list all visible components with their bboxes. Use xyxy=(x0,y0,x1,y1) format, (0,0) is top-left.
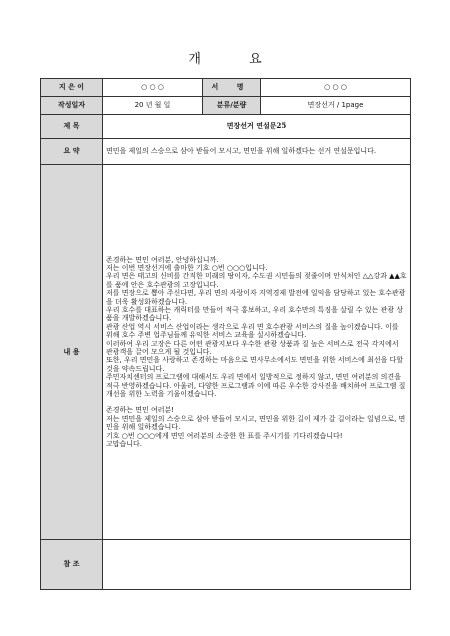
reference-label: 참 조 xyxy=(41,540,103,590)
content-paragraph: 주민자치센터의 프로그램에 대해서도 우리 면에서 일방적으로 정하지 않고, 면민 여러분의 의견을 적극 반영하겠습니다. 아울러, 다양한 프로그램과 이에 따른 우수한 강사진을 배치하여 프로그램 질 개선을 위한 노력을 기울이겠습니다. xyxy=(106,373,406,398)
document-title: 면장선거 연설문25 xyxy=(103,115,411,139)
content-paragraph: 저를 면장으로 뽑아 주신다면, 우리 면의 자랑이자 지역경제 발전에 일익을 담당하고 있는 호수관광을 더욱 활성화하겠습니다. xyxy=(106,289,406,306)
category-label: 분류/분량 xyxy=(203,97,261,115)
content-paragraph: 저는 이번 면장선거에 출마한 기호 ○번 ○○○입니다. xyxy=(106,264,268,273)
reference-value xyxy=(103,540,411,590)
content-body xyxy=(103,165,411,540)
signature-value: ○ ○ ○ xyxy=(261,79,411,97)
writer-label: 지 은 이 xyxy=(41,79,103,97)
writer-row xyxy=(41,79,411,97)
content-paragraph: 이러하여 우리 고장은 다른 어떤 관광지보다 우수한 관광 상품과 질 높은 서비스로 전국 각지에서 관광객을 끌어 모으게 될 것입니다. xyxy=(106,339,399,356)
signature-label-text: 서 명 xyxy=(211,83,252,92)
content-paragraph: 존경하는 면민 여러분, 안녕하십니까. xyxy=(106,255,219,264)
content-row xyxy=(41,165,411,540)
content-paragraph: 저는 면민을 제일의 스승으로 삼아 받들어 모시고, 면민을 위한 길이 제가 갈 길이라는 일념으로, 면민을 위해 일하겠습니다. xyxy=(106,414,406,432)
summary-label: 요 약 xyxy=(41,139,103,165)
content-paragraph: 고맙습니다. xyxy=(106,439,143,448)
date-label: 작성일자 xyxy=(41,97,103,115)
content-paragraph: 또한, 우리 면민을 사랑하고 존경하는 마음으로 면사무소에서도 면민을 위한 서비스에 최선을 다할 것을 약속드립니다. xyxy=(106,356,404,373)
title-row xyxy=(41,115,411,139)
content-paragraph: 존경하는 면민 여러분! xyxy=(106,406,175,415)
category-value: 면장선거 / 1page xyxy=(261,97,411,115)
content-paragraph: 우리 호수를 대표하는 캐릭터를 만들어 적극 홍보하고, 우리 호수만의 특징을 살릴 수 있는 관광 상품을 개발하겠습니다. xyxy=(106,306,404,323)
reference-row xyxy=(41,540,411,590)
title-label: 제 목 xyxy=(41,115,103,139)
content-paragraph: 관광 산업 역시 서비스 산업이라는 생각으로 우리 면 호수관광 서비스의 질을 높이겠습니다. 이를 위해 호수 주변 업주님들께 유익한 서비스 교육을 실시하겠습니다. xyxy=(106,322,399,340)
content-paragraph: 우리 면은 태고의 신비를 간직한 미래의 땅이자, 수도권 시민들의 젖줄이며 안식처인 △△강과 ▲▲호를 품에 안은 호수관광의 고장입니다. xyxy=(106,272,407,289)
signature-label xyxy=(203,79,261,97)
date-value: 20 년 월 일 xyxy=(103,97,203,115)
summary-row xyxy=(41,139,411,165)
content-paragraph: 기호 ○번 ○○○에게 면민 여러분의 소중한 한 표를 주시기를 기다리겠습니다! xyxy=(106,431,343,440)
date-row xyxy=(41,97,411,115)
page-title: 개 요 xyxy=(188,52,284,67)
content-label: 내 용 xyxy=(41,165,103,540)
summary-form xyxy=(40,78,411,590)
summary-value: 면민을 제일의 스승으로 삼아 받들어 모시고, 면민을 위해 일하겠다는 선거 연설문입니다. xyxy=(103,139,411,165)
writer-value: ○ ○ ○ xyxy=(103,79,203,97)
